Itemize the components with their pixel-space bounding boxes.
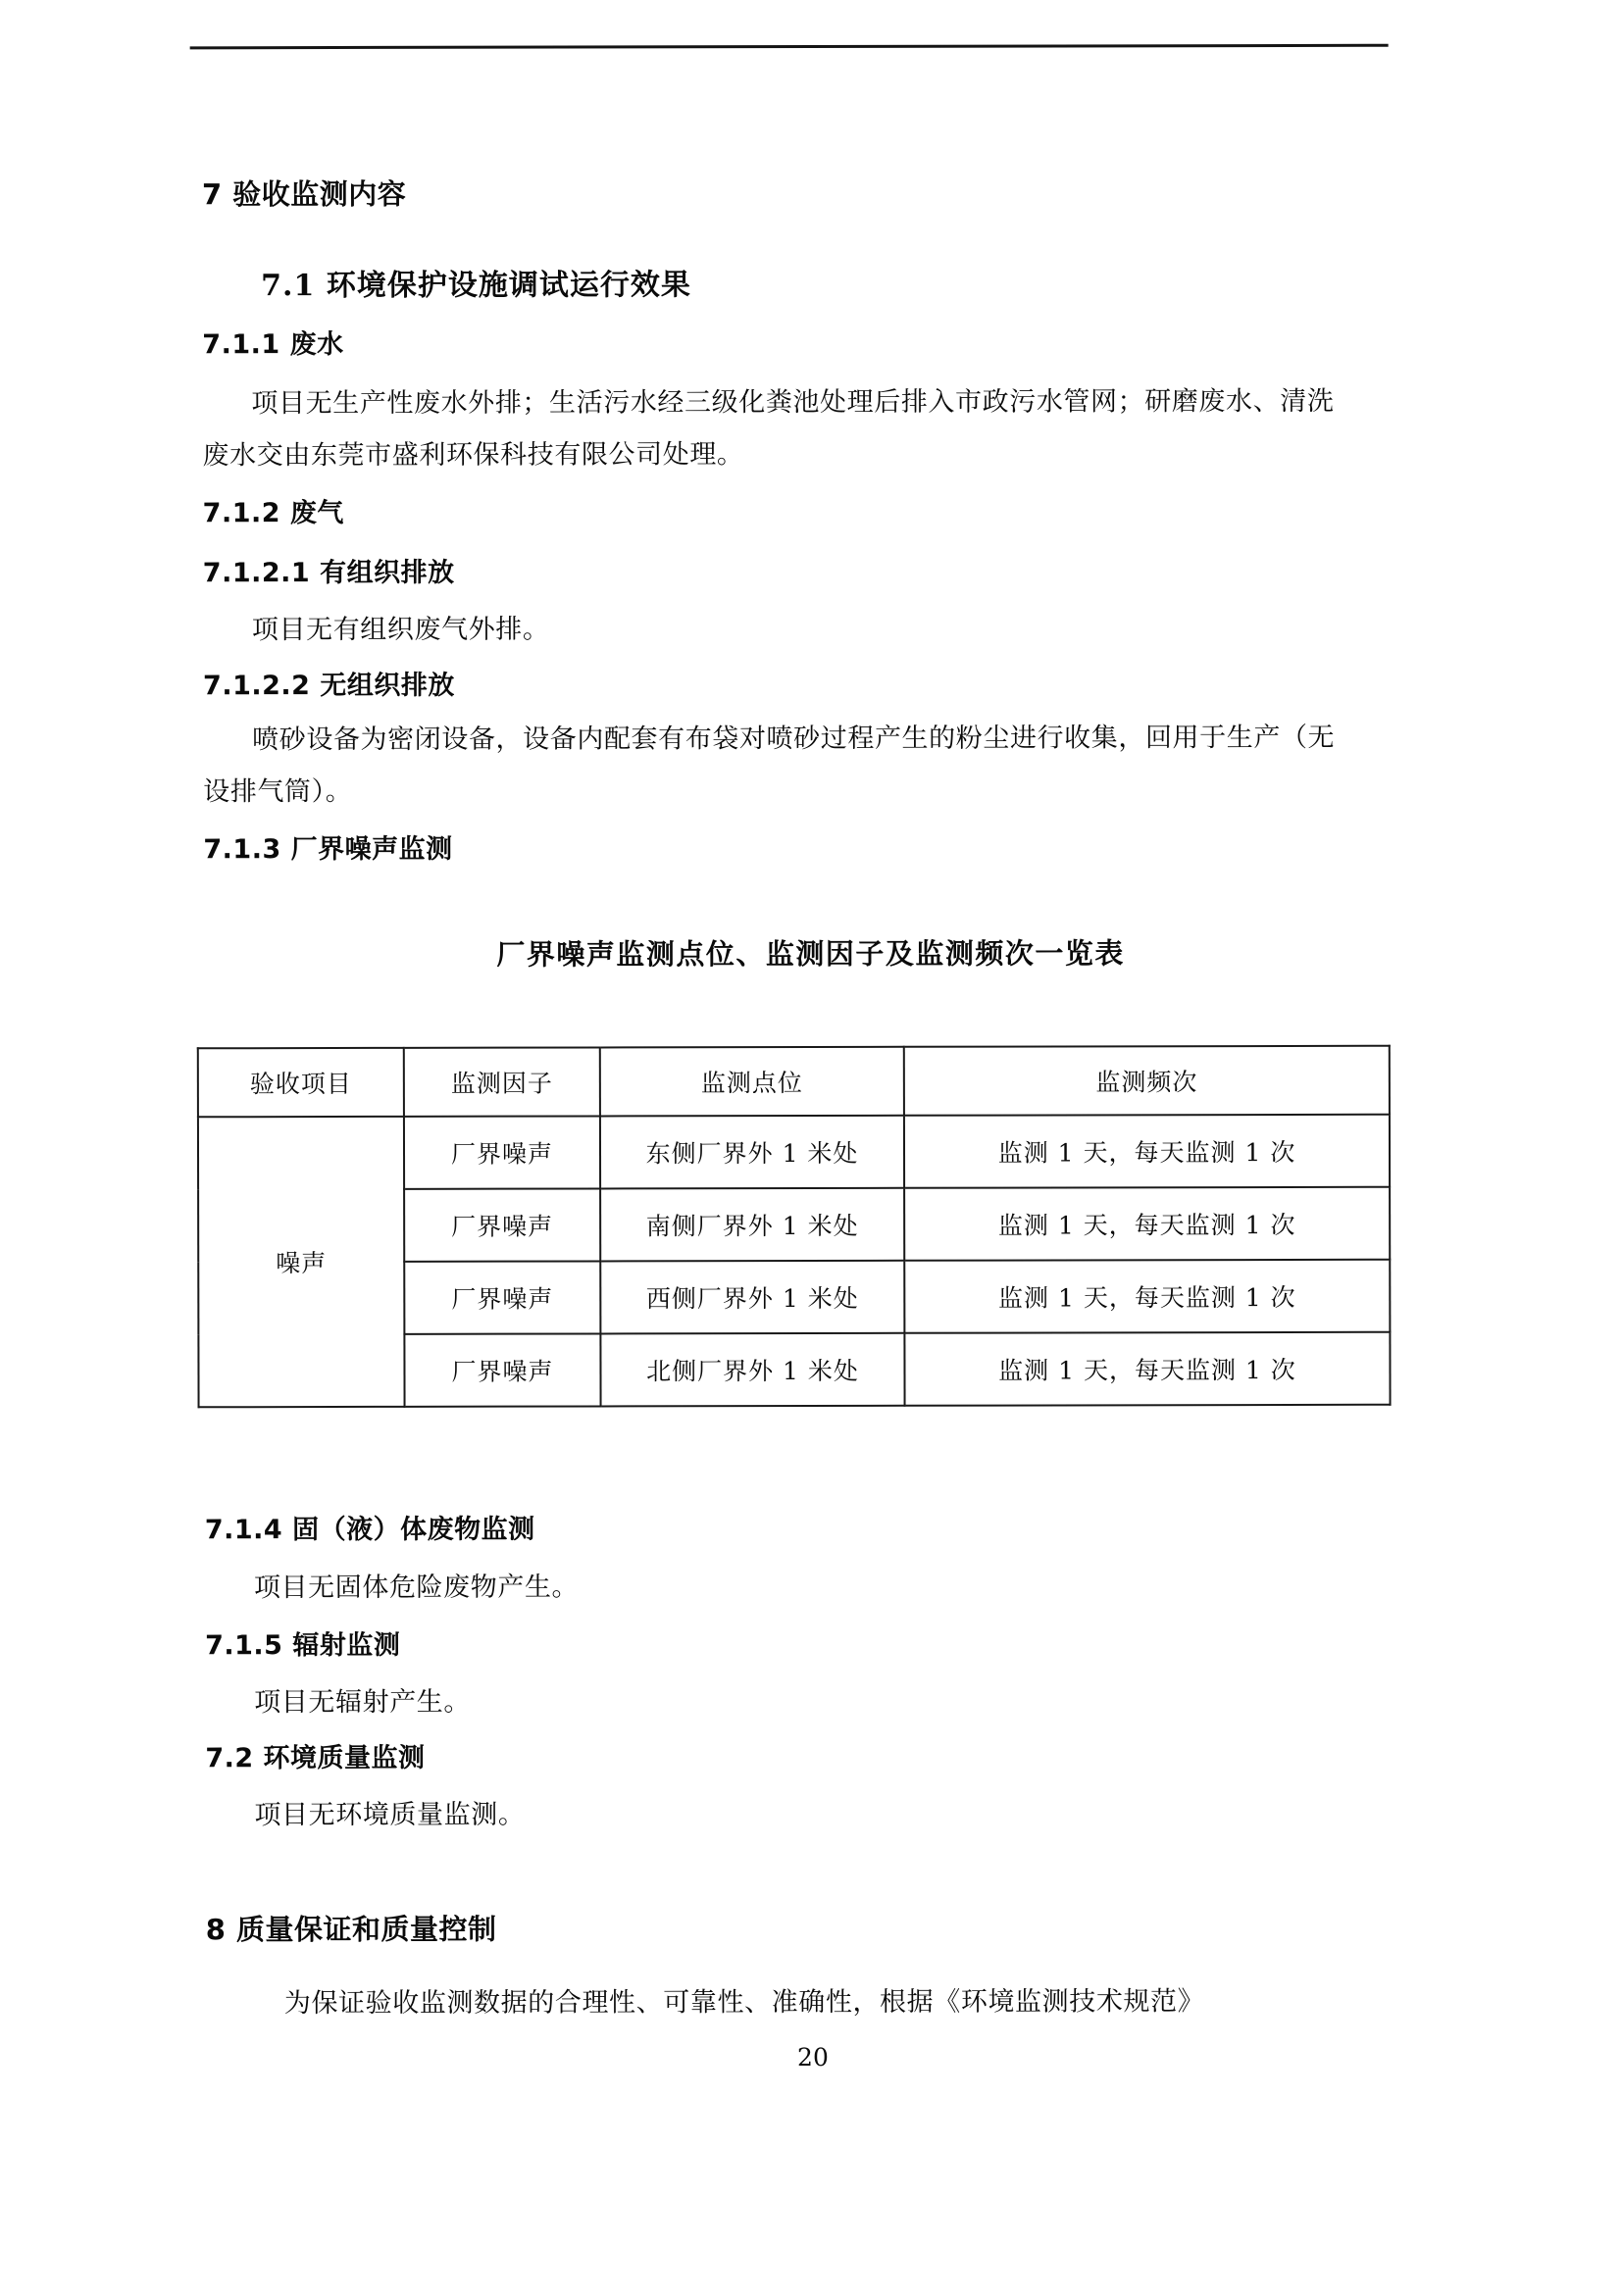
- table-cell-group-label: 噪声: [198, 1117, 405, 1407]
- paragraph-wastewater-line-2: 废水交由东莞市盛利环保科技有限公司处理。: [202, 439, 744, 472]
- table-header-factor: 监测因子: [404, 1047, 600, 1116]
- heading-section-7: 7 验收监测内容: [201, 176, 407, 212]
- page-number: 20: [797, 2042, 829, 2072]
- table-cell-frequency: 监测 1 天，每天监测 1 次: [904, 1260, 1390, 1333]
- heading-section-7-1-2-1: 7.1.2.1 有组织排放: [202, 557, 455, 589]
- table-cell-point: 北侧厂界外 1 米处: [600, 1333, 904, 1407]
- table-cell-point: 东侧厂界外 1 米处: [600, 1116, 904, 1189]
- table-cell-factor: 厂界噪声: [404, 1188, 600, 1261]
- table-cell-factor: 厂界噪声: [404, 1116, 600, 1188]
- paragraph-fugitive-emission-line-2: 设排气筒）。: [203, 775, 353, 808]
- table-cell-frequency: 监测 1 天，每天监测 1 次: [904, 1115, 1390, 1188]
- paragraph-radiation: 项目无辐射产生。: [254, 1686, 472, 1719]
- paragraph-organized-emission: 项目无有组织废气外排。: [251, 614, 550, 646]
- table-cell-point: 南侧厂界外 1 米处: [600, 1188, 904, 1262]
- table-header-row: [198, 1046, 1390, 1118]
- heading-section-7-1-1: 7.1.1 废水: [202, 328, 344, 361]
- heading-section-8: 8 质量保证和质量控制: [205, 1912, 497, 1947]
- paragraph-quality-assurance: 为保证验收监测数据的合理性、可靠性、准确性，根据《环境监测技术规范》: [283, 1986, 1205, 2020]
- heading-section-7-1-3: 7.1.3 厂界噪声监测: [203, 833, 453, 866]
- table-title: 厂界噪声监测点位、监测因子及监测频次一览表: [496, 936, 1125, 972]
- paragraph-wastewater-line-1: 项目无生产性废水外排；生活污水经三级化粪池处理后排入市政污水管网；研磨废水、清洗: [251, 385, 1335, 420]
- paragraph-fugitive-emission-line-1: 喷砂设备为密闭设备，设备内配套有布袋对喷砂过程产生的粉尘进行收集，回用于生产（无: [252, 722, 1336, 756]
- heading-section-7-1-2-2: 7.1.2.2 无组织排放: [202, 670, 455, 702]
- paragraph-environmental-quality: 项目无环境质量监测。: [254, 1799, 526, 1831]
- table-header-project: 验收项目: [198, 1048, 404, 1117]
- heading-section-7-2: 7.2 环境质量监测: [205, 1742, 426, 1774]
- heading-section-7-1-2: 7.1.2 废气: [202, 497, 344, 529]
- noise-monitoring-table: [197, 1045, 1392, 1409]
- heading-section-7-1-5: 7.1.5 辐射监测: [205, 1629, 401, 1662]
- heading-section-7-1: 7.1 环境保护设施调试运行效果: [261, 268, 691, 304]
- table-cell-frequency: 监测 1 天，每天监测 1 次: [904, 1332, 1390, 1406]
- header-rule: [190, 44, 1389, 50]
- table-header-frequency: 监测频次: [904, 1046, 1390, 1116]
- table-cell-point: 西侧厂界外 1 米处: [600, 1261, 904, 1334]
- table-header-point: 监测点位: [600, 1047, 904, 1117]
- table-cell-factor: 厂界噪声: [404, 1261, 600, 1333]
- table-cell-factor: 厂界噪声: [404, 1333, 600, 1406]
- paragraph-solid-waste: 项目无固体危险废物产生。: [253, 1572, 580, 1604]
- heading-section-7-1-4: 7.1.4 固（液）体废物监测: [204, 1514, 535, 1546]
- table-row: [198, 1115, 1390, 1190]
- table-cell-frequency: 监测 1 天，每天监测 1 次: [904, 1187, 1390, 1261]
